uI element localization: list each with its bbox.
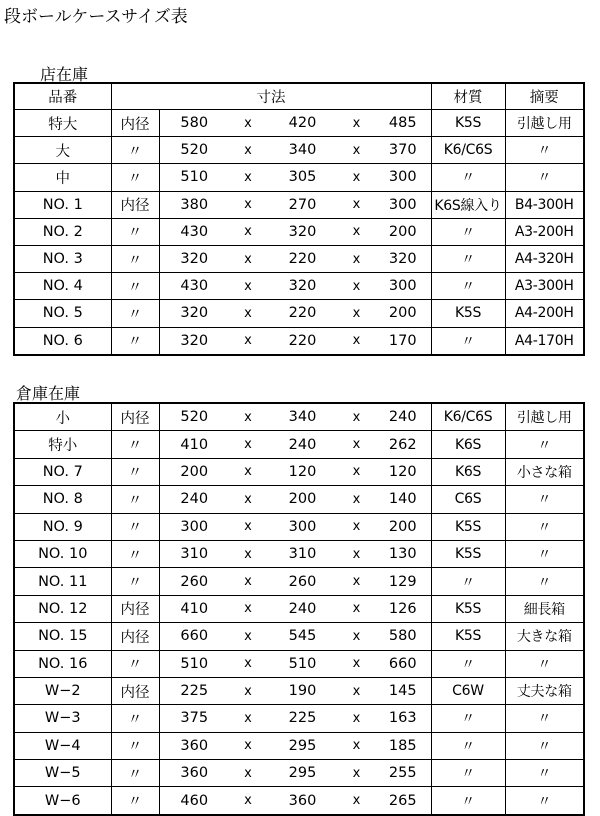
cell-material: 〃 bbox=[431, 164, 505, 191]
cell-material: 〃 bbox=[431, 650, 505, 677]
cell-type: 内径 bbox=[111, 623, 159, 650]
cell-type: 内径 bbox=[111, 403, 159, 431]
cell-times: x bbox=[338, 650, 375, 677]
cell-type: 内径 bbox=[111, 191, 159, 218]
table-header-row bbox=[14, 83, 584, 110]
cell-material: C6S bbox=[431, 486, 505, 513]
table-row bbox=[14, 486, 584, 513]
cell-depth: 305 bbox=[267, 164, 338, 191]
cell-width: 240 bbox=[159, 486, 229, 513]
table-row bbox=[14, 760, 584, 787]
cell-times: x bbox=[338, 760, 375, 787]
cell-times: x bbox=[229, 273, 267, 300]
cell-height: 120 bbox=[375, 458, 431, 485]
table-row bbox=[14, 787, 584, 815]
cell-hinban: W−6 bbox=[14, 787, 111, 815]
cell-times: x bbox=[338, 273, 375, 300]
table-row bbox=[14, 191, 584, 218]
cell-times: x bbox=[229, 191, 267, 218]
cell-depth: 545 bbox=[267, 623, 338, 650]
cell-times: x bbox=[229, 327, 267, 355]
cell-note: 大きな箱 bbox=[505, 623, 584, 650]
cell-type: 〃 bbox=[111, 760, 159, 787]
cell-depth: 320 bbox=[267, 218, 338, 245]
cell-material: K6S線入り bbox=[431, 191, 505, 218]
table-row bbox=[14, 513, 584, 540]
cell-hinban: NO. 9 bbox=[14, 513, 111, 540]
cell-type: 内径 bbox=[111, 110, 159, 137]
cell-times: x bbox=[229, 458, 267, 485]
cell-hinban: NO. 2 bbox=[14, 218, 111, 245]
cell-height: 140 bbox=[375, 486, 431, 513]
cell-width: 520 bbox=[159, 137, 229, 164]
cell-height: 130 bbox=[375, 540, 431, 567]
cell-hinban: 小 bbox=[14, 403, 111, 431]
cell-width: 375 bbox=[159, 705, 229, 732]
cell-note: 〃 bbox=[505, 732, 584, 759]
cell-times: x bbox=[338, 705, 375, 732]
cell-depth: 295 bbox=[267, 732, 338, 759]
cell-material: 〃 bbox=[431, 732, 505, 759]
cell-note: B4-300H bbox=[505, 191, 584, 218]
cell-depth: 220 bbox=[267, 245, 338, 272]
cell-width: 410 bbox=[159, 431, 229, 458]
cell-note: 〃 bbox=[505, 787, 584, 815]
cell-hinban: NO. 6 bbox=[14, 327, 111, 355]
cell-type: 内径 bbox=[111, 595, 159, 622]
cell-times: x bbox=[338, 218, 375, 245]
cell-depth: 270 bbox=[267, 191, 338, 218]
cell-width: 660 bbox=[159, 623, 229, 650]
cell-hinban: NO. 5 bbox=[14, 300, 111, 327]
cell-note: 〃 bbox=[505, 486, 584, 513]
cell-note: A4-170H bbox=[505, 327, 584, 355]
cell-type: 〃 bbox=[111, 431, 159, 458]
cell-material: 〃 bbox=[431, 245, 505, 272]
cell-note: 引越し用 bbox=[505, 403, 584, 431]
table-row bbox=[14, 110, 584, 137]
cell-hinban: NO. 8 bbox=[14, 486, 111, 513]
cell-height: 320 bbox=[375, 245, 431, 272]
cell-material: K5S bbox=[431, 540, 505, 567]
cell-times: x bbox=[338, 568, 375, 595]
cell-type: 〃 bbox=[111, 218, 159, 245]
table-row bbox=[14, 732, 584, 759]
cell-material: 〃 bbox=[431, 705, 505, 732]
cell-width: 380 bbox=[159, 191, 229, 218]
cell-hinban: NO. 10 bbox=[14, 540, 111, 567]
cell-hinban: W−5 bbox=[14, 760, 111, 787]
cell-hinban: 中 bbox=[14, 164, 111, 191]
cell-height: 255 bbox=[375, 760, 431, 787]
cell-height: 129 bbox=[375, 568, 431, 595]
table-row bbox=[14, 705, 584, 732]
cell-material: 〃 bbox=[431, 568, 505, 595]
cell-depth: 220 bbox=[267, 300, 338, 327]
cell-times: x bbox=[338, 110, 375, 137]
cell-width: 200 bbox=[159, 458, 229, 485]
cell-type: 〃 bbox=[111, 705, 159, 732]
cell-depth: 420 bbox=[267, 110, 338, 137]
cell-times: x bbox=[338, 595, 375, 622]
table-row bbox=[14, 300, 584, 327]
cell-depth: 225 bbox=[267, 705, 338, 732]
cell-height: 485 bbox=[375, 110, 431, 137]
cell-times: x bbox=[229, 677, 267, 704]
cell-hinban: NO. 1 bbox=[14, 191, 111, 218]
cell-height: 163 bbox=[375, 705, 431, 732]
cell-type: 〃 bbox=[111, 650, 159, 677]
cell-hinban: NO. 11 bbox=[14, 568, 111, 595]
cell-height: 660 bbox=[375, 650, 431, 677]
cell-type: 〃 bbox=[111, 568, 159, 595]
cell-hinban: NO. 4 bbox=[14, 273, 111, 300]
cell-height: 580 bbox=[375, 623, 431, 650]
cell-width: 510 bbox=[159, 164, 229, 191]
cell-hinban: W−2 bbox=[14, 677, 111, 704]
cell-times: x bbox=[338, 403, 375, 431]
cell-width: 310 bbox=[159, 540, 229, 567]
cell-type: 〃 bbox=[111, 486, 159, 513]
header-sunpou: 寸法 bbox=[111, 83, 431, 110]
cell-height: 200 bbox=[375, 513, 431, 540]
cell-type: 〃 bbox=[111, 164, 159, 191]
cell-note: A4-200H bbox=[505, 300, 584, 327]
cell-hinban: NO. 12 bbox=[14, 595, 111, 622]
table-row bbox=[14, 431, 584, 458]
cell-type: 〃 bbox=[111, 273, 159, 300]
cell-width: 320 bbox=[159, 300, 229, 327]
cell-material: 〃 bbox=[431, 218, 505, 245]
cell-height: 240 bbox=[375, 403, 431, 431]
section-label-warehouse: 倉庫在庫 bbox=[16, 384, 81, 403]
cell-width: 430 bbox=[159, 218, 229, 245]
cell-depth: 360 bbox=[267, 787, 338, 815]
cell-material: K5S bbox=[431, 513, 505, 540]
cell-material: 〃 bbox=[431, 787, 505, 815]
cell-times: x bbox=[338, 677, 375, 704]
cell-width: 260 bbox=[159, 568, 229, 595]
cell-hinban: W−3 bbox=[14, 705, 111, 732]
cell-material: 〃 bbox=[431, 273, 505, 300]
cell-type: 〃 bbox=[111, 300, 159, 327]
cell-depth: 295 bbox=[267, 760, 338, 787]
cell-times: x bbox=[338, 164, 375, 191]
cell-times: x bbox=[229, 513, 267, 540]
cell-material: K6/C6S bbox=[431, 403, 505, 431]
cell-hinban: W−4 bbox=[14, 732, 111, 759]
cell-type: 〃 bbox=[111, 787, 159, 815]
cell-depth: 310 bbox=[267, 540, 338, 567]
cell-note: 〃 bbox=[505, 431, 584, 458]
cell-times: x bbox=[229, 403, 267, 431]
table-row bbox=[14, 327, 584, 355]
cell-note: 丈夫な箱 bbox=[505, 677, 584, 704]
cell-times: x bbox=[229, 218, 267, 245]
cell-height: 300 bbox=[375, 273, 431, 300]
cell-hinban: 特小 bbox=[14, 431, 111, 458]
cell-width: 580 bbox=[159, 110, 229, 137]
cell-depth: 240 bbox=[267, 431, 338, 458]
cell-type: 〃 bbox=[111, 137, 159, 164]
header-hinban: 品番 bbox=[14, 83, 111, 110]
cell-material: 〃 bbox=[431, 327, 505, 355]
table-row bbox=[14, 164, 584, 191]
cell-times: x bbox=[338, 245, 375, 272]
cell-times: x bbox=[229, 650, 267, 677]
cell-type: 〃 bbox=[111, 327, 159, 355]
cell-hinban: NO. 15 bbox=[14, 623, 111, 650]
cell-height: 200 bbox=[375, 300, 431, 327]
table-row bbox=[14, 245, 584, 272]
cell-times: x bbox=[338, 540, 375, 567]
cell-times: x bbox=[338, 623, 375, 650]
store-stock-table bbox=[13, 82, 585, 356]
cell-note: 小さな箱 bbox=[505, 458, 584, 485]
warehouse-stock-table bbox=[13, 402, 585, 816]
cell-depth: 340 bbox=[267, 137, 338, 164]
cell-type: 〃 bbox=[111, 513, 159, 540]
cell-width: 225 bbox=[159, 677, 229, 704]
cell-height: 145 bbox=[375, 677, 431, 704]
cell-note: 〃 bbox=[505, 705, 584, 732]
store-stock-rows bbox=[14, 110, 584, 355]
cell-width: 520 bbox=[159, 403, 229, 431]
cell-hinban: 大 bbox=[14, 137, 111, 164]
cell-times: x bbox=[338, 732, 375, 759]
table-row bbox=[14, 403, 584, 431]
cell-times: x bbox=[229, 164, 267, 191]
cell-height: 185 bbox=[375, 732, 431, 759]
cell-depth: 190 bbox=[267, 677, 338, 704]
cell-depth: 260 bbox=[267, 568, 338, 595]
cell-times: x bbox=[229, 137, 267, 164]
cell-height: 370 bbox=[375, 137, 431, 164]
cell-width: 320 bbox=[159, 245, 229, 272]
cell-times: x bbox=[229, 110, 267, 137]
cell-material: K6S bbox=[431, 431, 505, 458]
cell-note: 〃 bbox=[505, 164, 584, 191]
cell-note: 〃 bbox=[505, 513, 584, 540]
cell-height: 170 bbox=[375, 327, 431, 355]
cell-times: x bbox=[338, 191, 375, 218]
cell-times: x bbox=[229, 300, 267, 327]
cell-width: 320 bbox=[159, 327, 229, 355]
cell-type: 内径 bbox=[111, 677, 159, 704]
cell-depth: 220 bbox=[267, 327, 338, 355]
cell-width: 410 bbox=[159, 595, 229, 622]
cell-depth: 120 bbox=[267, 458, 338, 485]
table-row bbox=[14, 137, 584, 164]
cell-times: x bbox=[338, 300, 375, 327]
cell-times: x bbox=[229, 732, 267, 759]
cell-depth: 320 bbox=[267, 273, 338, 300]
cell-times: x bbox=[338, 513, 375, 540]
cell-height: 300 bbox=[375, 191, 431, 218]
cell-material: K5S bbox=[431, 623, 505, 650]
cell-height: 200 bbox=[375, 218, 431, 245]
cell-times: x bbox=[338, 327, 375, 355]
cell-type: 〃 bbox=[111, 458, 159, 485]
cell-depth: 340 bbox=[267, 403, 338, 431]
cell-material: K6S bbox=[431, 458, 505, 485]
cell-hinban: NO. 7 bbox=[14, 458, 111, 485]
cell-width: 460 bbox=[159, 787, 229, 815]
cell-material: K5S bbox=[431, 300, 505, 327]
table-row bbox=[14, 650, 584, 677]
section-label-store: 店在庫 bbox=[40, 65, 89, 84]
cell-times: x bbox=[229, 245, 267, 272]
cell-note: 〃 bbox=[505, 540, 584, 567]
cell-material: K5S bbox=[431, 595, 505, 622]
cell-width: 510 bbox=[159, 650, 229, 677]
warehouse-stock-rows bbox=[14, 403, 584, 815]
header-zaishitsu: 材質 bbox=[431, 83, 505, 110]
cell-height: 126 bbox=[375, 595, 431, 622]
cell-height: 262 bbox=[375, 431, 431, 458]
cell-depth: 300 bbox=[267, 513, 338, 540]
cell-hinban: NO. 3 bbox=[14, 245, 111, 272]
cell-times: x bbox=[338, 787, 375, 815]
cell-times: x bbox=[338, 458, 375, 485]
cell-height: 300 bbox=[375, 164, 431, 191]
cell-width: 430 bbox=[159, 273, 229, 300]
cell-note: A3-300H bbox=[505, 273, 584, 300]
cell-note: 細長箱 bbox=[505, 595, 584, 622]
cell-type: 〃 bbox=[111, 245, 159, 272]
cell-times: x bbox=[229, 431, 267, 458]
header-tekiyou: 摘要 bbox=[505, 83, 584, 110]
cell-height: 265 bbox=[375, 787, 431, 815]
table-row bbox=[14, 568, 584, 595]
cell-depth: 510 bbox=[267, 650, 338, 677]
cell-hinban: 特大 bbox=[14, 110, 111, 137]
cell-note: 〃 bbox=[505, 137, 584, 164]
cell-times: x bbox=[229, 595, 267, 622]
cell-note: 〃 bbox=[505, 760, 584, 787]
cell-hinban: NO. 16 bbox=[14, 650, 111, 677]
cell-material: K5S bbox=[431, 110, 505, 137]
cell-note: 引越し用 bbox=[505, 110, 584, 137]
page-title: 段ボールケースサイズ表 bbox=[4, 7, 188, 27]
cell-depth: 240 bbox=[267, 595, 338, 622]
cell-times: x bbox=[229, 705, 267, 732]
table-row bbox=[14, 540, 584, 567]
table-row bbox=[14, 218, 584, 245]
cell-depth: 200 bbox=[267, 486, 338, 513]
cell-times: x bbox=[229, 540, 267, 567]
cell-times: x bbox=[338, 137, 375, 164]
cell-times: x bbox=[229, 787, 267, 815]
table-row bbox=[14, 677, 584, 704]
cell-times: x bbox=[229, 568, 267, 595]
cell-type: 〃 bbox=[111, 732, 159, 759]
cell-times: x bbox=[229, 623, 267, 650]
cell-note: A4-320H bbox=[505, 245, 584, 272]
cell-note: 〃 bbox=[505, 568, 584, 595]
table-row bbox=[14, 623, 584, 650]
table-row bbox=[14, 595, 584, 622]
table-row bbox=[14, 273, 584, 300]
cell-material: 〃 bbox=[431, 760, 505, 787]
cell-width: 360 bbox=[159, 732, 229, 759]
cell-width: 360 bbox=[159, 760, 229, 787]
cell-times: x bbox=[229, 760, 267, 787]
cell-note: A3-200H bbox=[505, 218, 584, 245]
cell-type: 〃 bbox=[111, 540, 159, 567]
cell-note: 〃 bbox=[505, 650, 584, 677]
cell-material: K6/C6S bbox=[431, 137, 505, 164]
table-row bbox=[14, 458, 584, 485]
cell-times: x bbox=[338, 431, 375, 458]
cell-material: C6W bbox=[431, 677, 505, 704]
cell-width: 300 bbox=[159, 513, 229, 540]
cell-times: x bbox=[229, 486, 267, 513]
cell-times: x bbox=[338, 486, 375, 513]
